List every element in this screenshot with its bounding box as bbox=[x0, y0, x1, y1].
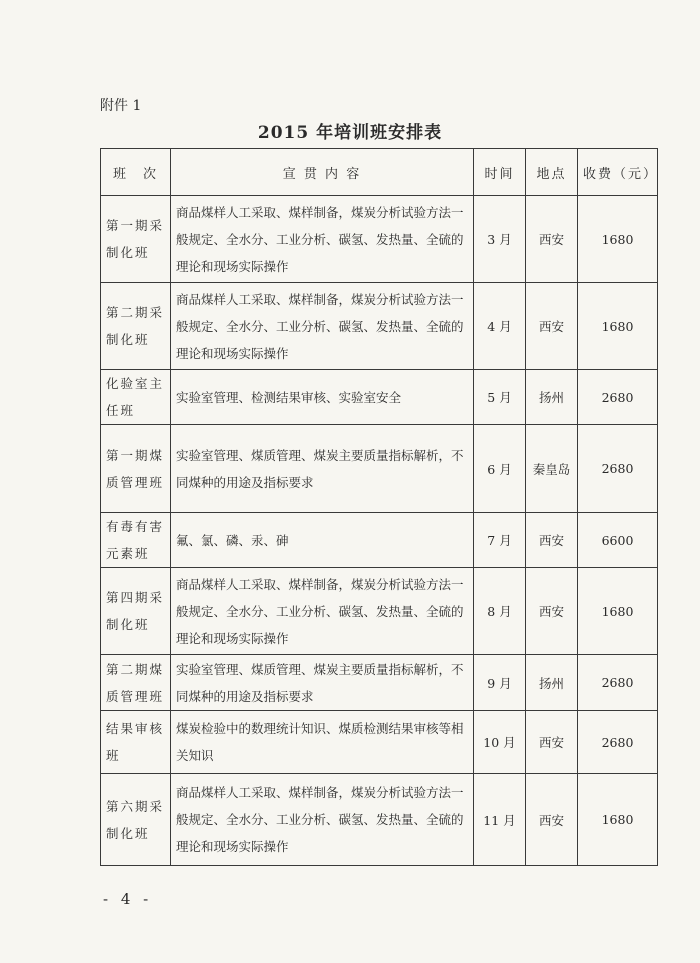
location-cell: 西安 bbox=[526, 196, 578, 283]
time-cell: 3 月 bbox=[474, 196, 526, 283]
table-row bbox=[101, 655, 658, 711]
header-content: 宣 贯 内 容 bbox=[171, 149, 474, 196]
class-name-cell: 化验室主任班 bbox=[101, 370, 171, 425]
table-header-row bbox=[101, 149, 658, 196]
header-fee: 收费（元） bbox=[578, 149, 658, 196]
fee-cell: 1680 bbox=[578, 196, 658, 283]
content-cell: 商品煤样人工采取、煤样制备，煤炭分析试验方法一般规定、全水分、工业分析、碳氢、发热量、全硫的理论和现场实际操作 bbox=[171, 283, 474, 370]
table-row bbox=[101, 196, 658, 283]
time-cell: 7 月 bbox=[474, 513, 526, 568]
attachment-label: 附件 1 bbox=[100, 98, 142, 114]
time-cell: 9 月 bbox=[474, 655, 526, 711]
table-row bbox=[101, 425, 658, 513]
location-cell: 扬州 bbox=[526, 655, 578, 711]
fee-cell: 2680 bbox=[578, 370, 658, 425]
class-name-cell: 第六期采制化班 bbox=[101, 774, 171, 866]
schedule-table bbox=[100, 148, 658, 866]
fee-cell: 1680 bbox=[578, 283, 658, 370]
table-row bbox=[101, 568, 658, 655]
content-cell: 煤炭检验中的数理统计知识、煤质检测结果审核等相关知识 bbox=[171, 711, 474, 774]
table-row bbox=[101, 513, 658, 568]
class-name-cell: 有毒有害元素班 bbox=[101, 513, 171, 568]
class-name-cell: 第一期煤质管理班 bbox=[101, 425, 171, 513]
location-cell: 扬州 bbox=[526, 370, 578, 425]
content-cell: 商品煤样人工采取、煤样制备，煤炭分析试验方法一般规定、全水分、工业分析、碳氢、发热量、全硫的理论和现场实际操作 bbox=[171, 568, 474, 655]
header-location: 地点 bbox=[526, 149, 578, 196]
table-row bbox=[101, 711, 658, 774]
location-cell: 西安 bbox=[526, 711, 578, 774]
content-cell: 商品煤样人工采取、煤样制备，煤炭分析试验方法一般规定、全水分、工业分析、碳氢、发热量、全硫的理论和现场实际操作 bbox=[171, 774, 474, 866]
fee-cell: 6600 bbox=[578, 513, 658, 568]
time-cell: 5 月 bbox=[474, 370, 526, 425]
fee-cell: 2680 bbox=[578, 425, 658, 513]
page-number: - 4 - bbox=[103, 890, 153, 908]
location-cell: 西安 bbox=[526, 283, 578, 370]
class-name-cell: 第二期采制化班 bbox=[101, 283, 171, 370]
location-cell: 西安 bbox=[526, 513, 578, 568]
time-cell: 10 月 bbox=[474, 711, 526, 774]
fee-cell: 2680 bbox=[578, 711, 658, 774]
page-title: 2015 年培训班安排表 bbox=[257, 123, 443, 143]
location-cell: 西安 bbox=[526, 568, 578, 655]
table-row bbox=[101, 283, 658, 370]
content-cell: 商品煤样人工采取、煤样制备，煤炭分析试验方法一般规定、全水分、工业分析、碳氢、发热量、全硫的理论和现场实际操作 bbox=[171, 196, 474, 283]
class-name-cell: 结果审核班 bbox=[101, 711, 171, 774]
table-row bbox=[101, 774, 658, 866]
table-row bbox=[101, 370, 658, 425]
time-cell: 8 月 bbox=[474, 568, 526, 655]
header-class: 班 次 bbox=[101, 149, 171, 196]
class-name-cell: 第二期煤质管理班 bbox=[101, 655, 171, 711]
fee-cell: 1680 bbox=[578, 774, 658, 866]
location-cell: 秦皇岛 bbox=[526, 425, 578, 513]
fee-cell: 1680 bbox=[578, 568, 658, 655]
time-cell: 6 月 bbox=[474, 425, 526, 513]
class-name-cell: 第一期采制化班 bbox=[101, 196, 171, 283]
location-cell: 西安 bbox=[526, 774, 578, 866]
content-cell: 实验室管理、煤质管理、煤炭主要质量指标解析，不同煤种的用途及指标要求 bbox=[171, 655, 474, 711]
content-cell: 实验室管理、煤质管理、煤炭主要质量指标解析，不同煤种的用途及指标要求 bbox=[171, 425, 474, 513]
time-cell: 4 月 bbox=[474, 283, 526, 370]
content-cell: 氟、氯、磷、汞、砷 bbox=[171, 513, 474, 568]
time-cell: 11 月 bbox=[474, 774, 526, 866]
class-name-cell: 第四期采制化班 bbox=[101, 568, 171, 655]
header-time: 时间 bbox=[474, 149, 526, 196]
fee-cell: 2680 bbox=[578, 655, 658, 711]
content-cell: 实验室管理、检测结果审核、实验室安全 bbox=[171, 370, 474, 425]
